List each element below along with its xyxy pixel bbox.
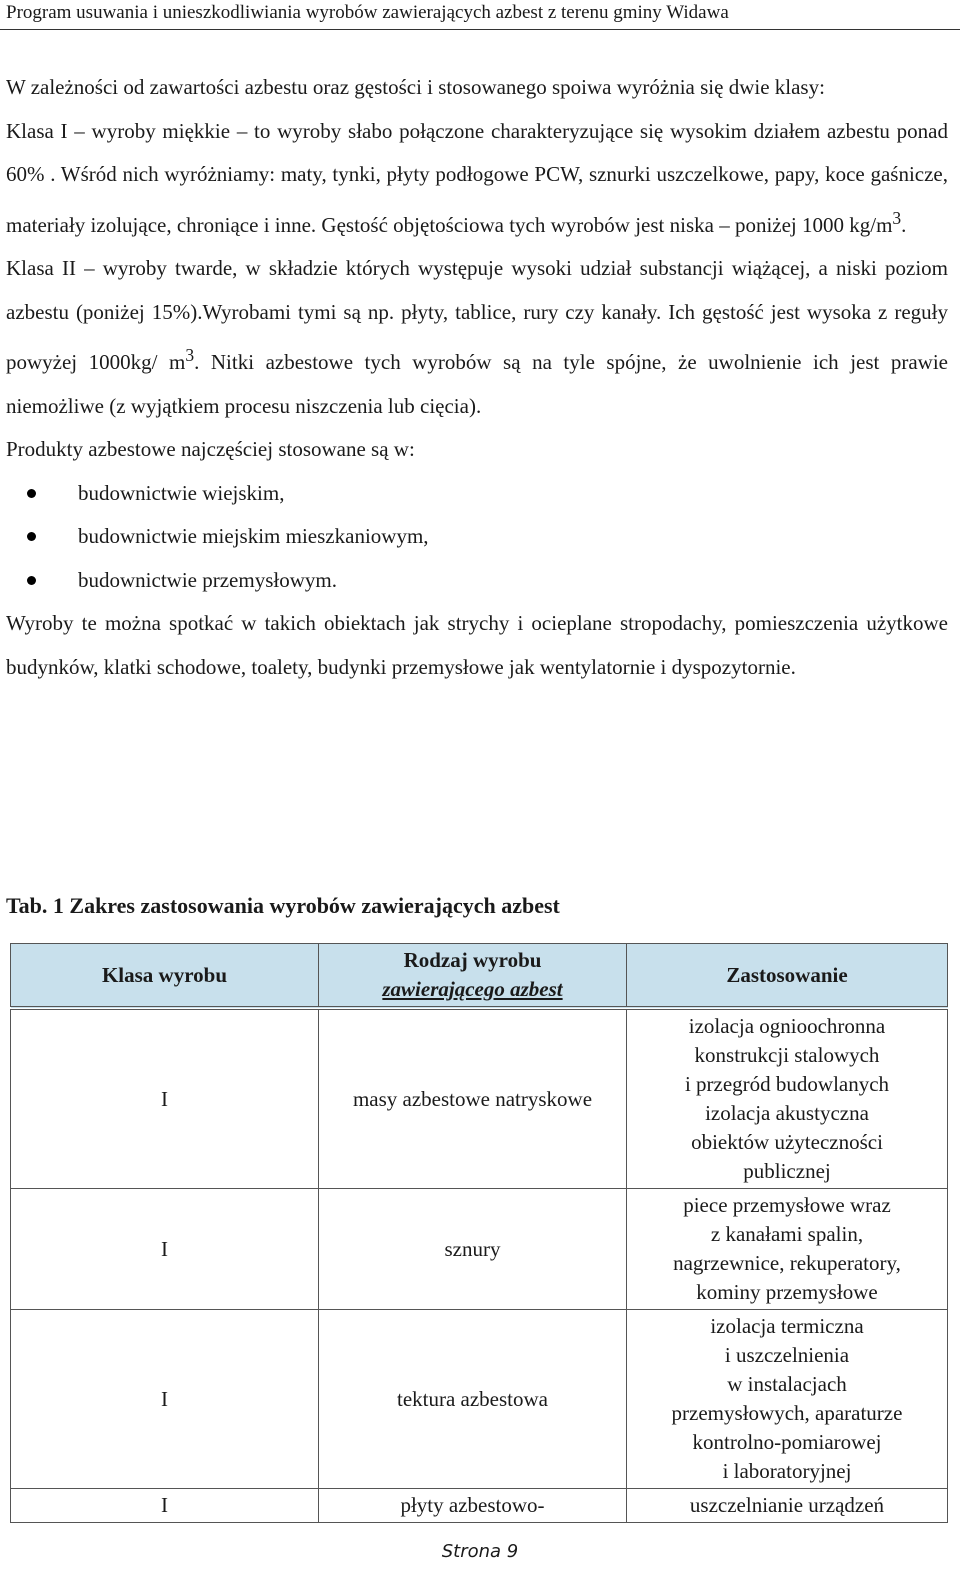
cell-klasa: I xyxy=(11,1189,319,1310)
table-row xyxy=(11,1310,948,1489)
asbestos-usage-table xyxy=(10,943,948,1523)
header-rodzaj: Rodzaj wyrobu zawierającego azbest xyxy=(319,944,627,1009)
bullet-icon xyxy=(27,532,36,541)
paragraph-class-2: Klasa II – wyroby twarde, w składzie których występuje wysoki udział substancji wiążącej, a niski poziom azbestu (poniżej 15%).Wyrobami tymi są np. płyty, tablice, rury czy kanały. Ich gęstość jest wysoka z reguły powyżej 1000kg/ $m^3$. Nitki azbestowe tych wyrobów są na tyle spójne, że uwolnienie ich jest prawie niemożliwe (z wyjątkiem procesu niszczenia lub cięcia). xyxy=(6,256,949,418)
table-row xyxy=(11,1189,948,1310)
cell-rodzaj: tektura azbestowa xyxy=(319,1310,627,1489)
cell-zastosowanie: uszczelnianie urządzeń xyxy=(627,1489,948,1523)
bullet-icon xyxy=(27,489,36,498)
cell-rodzaj: masy azbestowe natryskowe xyxy=(319,1008,627,1189)
table-row xyxy=(11,1489,948,1523)
usage-bullet-list xyxy=(6,472,948,603)
cell-zastosowanie: izolacja ognioochronna konstrukcji stalowych i przegród budowlanych izolacja akustyczna obiektów użyteczności publicznej xyxy=(627,1008,948,1189)
table-header-row xyxy=(11,944,948,1009)
list-item: budownictwie wiejskim, xyxy=(6,472,948,516)
page-number: Strona 9 xyxy=(441,1541,519,1562)
bullet-icon xyxy=(27,576,36,585)
list-item: budownictwie miejskim mieszkaniowym, xyxy=(6,515,948,559)
paragraph-intro: W zależności od zawartości azbestu oraz gęstości i stosowanego spoiwa wyróżnia się dwie klasy: xyxy=(6,75,825,99)
paragraph-objects: Wyroby te można spotkać w takich obiektach jak strychy i ocieplane stropodachy, pomieszczenia użytkowe budynków, klatki schodowe, toalety, budynki przemysłowe jak wentylatornie i dyspozytornie. xyxy=(6,611,948,679)
document-body xyxy=(6,66,948,689)
cell-klasa: I xyxy=(11,1008,319,1189)
running-header: Program usuwania i unieszkodliwiania wyrobów zawierających azbest z terenu gminy Widawa xyxy=(0,0,960,30)
cell-rodzaj: płyty azbestowo- xyxy=(319,1489,627,1523)
header-klasa: Klasa wyrobu xyxy=(11,944,319,1009)
cell-zastosowanie: izolacja termiczna i uszczelnienia w instalacjach przemysłowych, aparaturze kontrolno-pomiarowej i laboratoryjnej xyxy=(627,1310,948,1489)
header-zastosowanie: Zastosowanie xyxy=(627,944,948,1009)
cell-zastosowanie: piece przemysłowe wraz z kanałami spalin, nagrzewnice, rekuperatory, kominy przemysłowe xyxy=(627,1189,948,1310)
list-item: budownictwie przemysłowym. xyxy=(6,559,948,603)
table-caption: Tab. 1 Zakres zastosowania wyrobów zawierających azbest xyxy=(6,893,560,918)
paragraph-class-1: Klasa I – wyroby miękkie – to wyroby słabo połączone charakteryzujące się wysokim działem azbestu ponad 60% . Wśród nich wyróżniamy: maty, tynki, płyty podłogowe PCW, sznurki uszczelkowe, papy, koce gaśnicze, materiały izolujące, chroniące i inne. Gęstość objętościowa tych wyrobów jest niska – poniżej 1000 $kg/m^3$. xyxy=(6,118,948,237)
table-row xyxy=(11,1008,948,1189)
paragraph-products-intro: Produkty azbestowe najczęściej stosowane są w: xyxy=(6,437,415,461)
cell-klasa: I xyxy=(11,1489,319,1523)
cell-klasa: I xyxy=(11,1310,319,1489)
cell-rodzaj: sznury xyxy=(319,1189,627,1310)
